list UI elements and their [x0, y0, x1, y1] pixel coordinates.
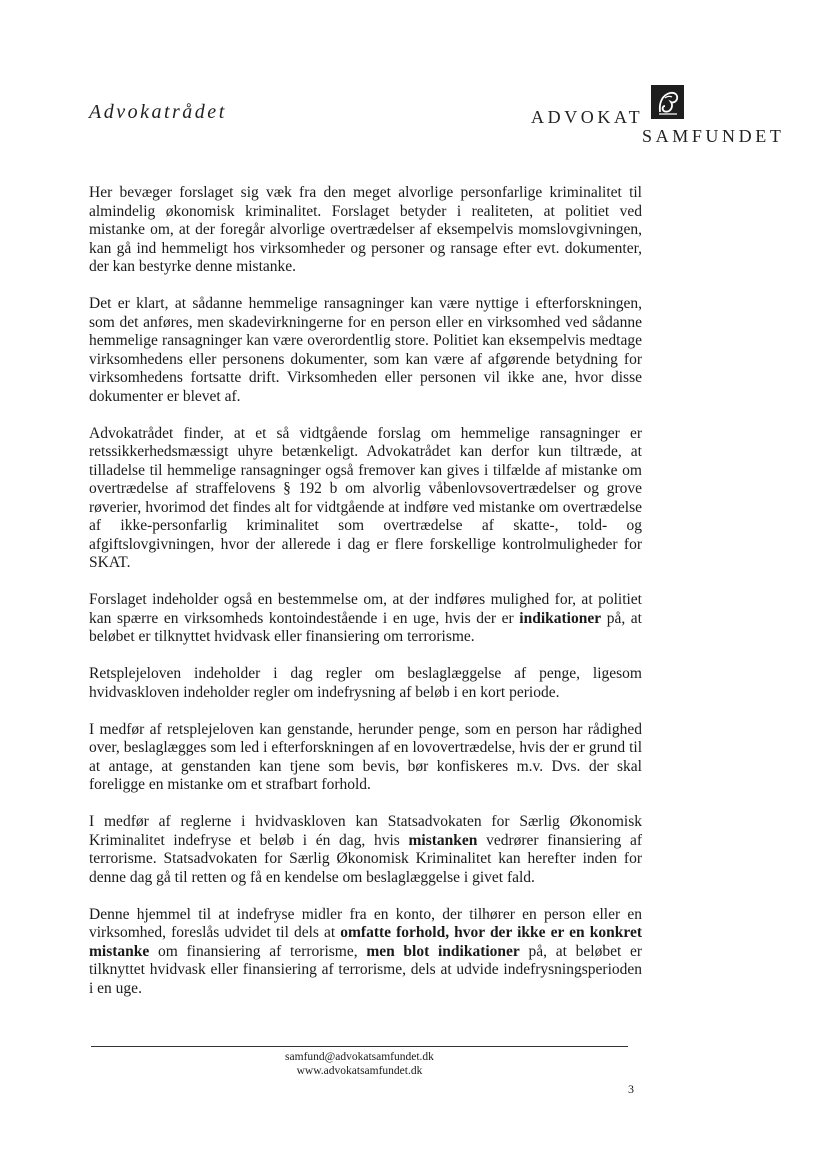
- footer: [91, 1050, 628, 1078]
- body-paragraph: [89, 425, 642, 573]
- logo-word-bottom: SAMFUNDET: [642, 126, 785, 146]
- paragraph-text: Retsplejeloven indeholder i dag regler om beslaglæggelse af penge, ligesom hvidvaskloven indeholder regler om indefrysning af beløb i en kort periode.: [89, 665, 642, 701]
- body-paragraph: [89, 906, 642, 999]
- advokatraadet-title: Advokatrådet: [89, 101, 227, 123]
- paragraph-text: Her bevæger forslaget sig væk fra den meget alvorlige personfarlige kriminalitet til almindelig økonomisk kriminalitet. Forslaget betyder i realiteten, at politiet ved mistanke om, at der foregår alvorlige overtrædelser af eksempelvis momslovgivningen, kan gå ind hemmeligt hos virksomheder og personer og ransage efter evt. dokumenter, der kan bestyrke denne mistanke.: [89, 184, 642, 275]
- paragraph-text: vedrører finansiering af terrorisme. Statsadvokaten for Særlig Økonomisk Kriminalitet kan herefter inden for denne dag gå til retten og få en kendelse om beslaglæggelse i givet fald.: [89, 831, 642, 886]
- body-paragraph: [89, 184, 642, 277]
- page-number: 3: [628, 1082, 634, 1096]
- paragraph-text: I medfør af reglerne i hvidvaskloven kan Statsadvokaten for Særlig Økonomisk Kriminalitet indefryse et beløb i én dag, hvis: [89, 813, 642, 849]
- advokatsamfundet-logo: [531, 85, 791, 145]
- footer-email: samfund@advokatsamfundet.dk: [285, 1051, 434, 1063]
- footer-divider: [91, 1046, 628, 1047]
- body-paragraph: [89, 813, 642, 887]
- body-paragraph: [89, 591, 642, 647]
- logo-word-top: ADVOKAT: [531, 107, 644, 127]
- paragraph-text: på, at beløbet er tilknyttet hvidvask eller finansiering af terrorisme, dels at udvide indefrysningsperioden i en uge.: [89, 942, 643, 997]
- paragraph-text: om finansiering af terrorisme,: [149, 942, 367, 960]
- emphasized-text: men blot indikationer: [366, 942, 520, 960]
- paragraph-text: I medfør af retsplejeloven kan genstande, herunder penge, som en person har rådighed over, beslaglægges som led i efterforskningen af en lovovertrædelse, hvis der er grund til at antage, at genstanden kan tjene som bevis, bør konfiskeres m.v. Dvs. der skal foreligge en mistanke om et strafbart forhold.: [89, 720, 642, 793]
- paragraph-text: Det er klart, at sådanne hemmelige ransagninger kan være nyttige i efterforskningen, som det anføres, men skadevirkningerne for en person eller en virksomhed ved sådanne hemmelige ransagninger kan være overordentlig store. Politiet kan eksempelvis medtage virksomhedens eller personens dokumenter, som kan være af afgørende betydning for virksomhedens fortsatte drift. Virksomheden eller personen vil ikke ane, hvor disse dokumenter er blevet af.: [89, 295, 642, 405]
- paragraph-text: på, at beløbet er tilknyttet hvidvask eller finansiering om terrorisme.: [89, 609, 642, 645]
- body-paragraph: [89, 295, 642, 406]
- footer-website: www.advokatsamfundet.dk: [296, 1065, 423, 1077]
- body-paragraph: [89, 721, 642, 795]
- letter-body: [89, 184, 642, 1017]
- logo-emblem-icon: [651, 85, 684, 119]
- paragraph-text: Advokatrådet finder, at et så vidtgående forslag om hemmelige ransagninger er retssikkerhedsmæssigt uhyre betænkeligt. Advokatrådet kan derfor kun tiltræde, at tilladelse til hemmelige ransagninger også fremover kan gives i tilfælde af mistanke om overtrædelse af straffelovens § 192 b om alvorlig våbenlovsovertrædelser og grove røverier, hvorimod det findes alt for vidtgående at indføre ved mistanke om overtrædelse af ikke-personfarlig kriminalitet som overtrædelse af skatte-, told- og afgiftslovgivningen, hvor der allerede i dag er flere forskellige kontrolmuligheder for SKAT.: [89, 424, 642, 571]
- paragraph-text: Forslaget indeholder også en bestemmelse om, at der indføres mulighed for, at politiet kan spærre en virksomheds kontoindestående i en uge, hvis der er: [89, 591, 642, 627]
- emphasized-text: omfatte forhold, hvor der ikke er en konkret mistanke: [89, 924, 642, 960]
- paragraph-text: Denne hjemmel til at indefryse midler fra en konto, der tilhører en person eller en virksomhed, foreslås udvidet til dels at: [89, 905, 642, 941]
- body-paragraph: [89, 665, 642, 702]
- emphasized-text: indikationer: [519, 609, 602, 627]
- emphasized-text: mistanken: [408, 831, 478, 849]
